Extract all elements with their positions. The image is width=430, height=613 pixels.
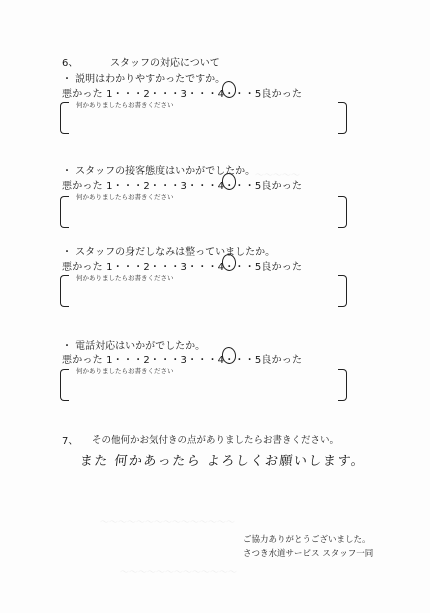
question-label: ・ スタッフの身だしなみは整っていましたか。 bbox=[62, 247, 276, 258]
rating-scale-right: 良かった bbox=[261, 181, 303, 192]
rating-scale-left: 悪かった 1・・・2・・・3・・・4・・・ bbox=[62, 89, 255, 100]
rating-scale bbox=[62, 85, 302, 100]
section-7-number: 7、 bbox=[62, 436, 79, 447]
rating-scale-left: 悪かった 1・・・2・・・3・・・4・・・ bbox=[62, 181, 255, 192]
closing-thanks: ご協力ありがとうございました。 bbox=[243, 535, 371, 545]
rating-scale-right: 良かった bbox=[261, 89, 303, 100]
comment-box-right-bracket bbox=[338, 275, 347, 307]
rating-scale bbox=[62, 258, 302, 273]
comment-box-right-bracket bbox=[338, 196, 347, 228]
rating-selected-value: 5 bbox=[254, 181, 262, 192]
comment-hint: 何かありましたらお書きください bbox=[76, 101, 174, 109]
bleed-through-mark: 〜〜〜〜〜〜〜〜〜〜〜〜〜〜〜 bbox=[100, 518, 236, 528]
handwritten-answer: また 何かあったら よろしくお願いします。 bbox=[79, 454, 367, 469]
section-6-number: 6、 bbox=[62, 58, 79, 69]
comment-box-right-bracket bbox=[338, 369, 347, 401]
closing-signature: さつき水道サービス スタッフ一同 bbox=[243, 549, 374, 559]
rating-scale-right: 良かった bbox=[261, 262, 303, 273]
rating-selected-value: 5 bbox=[254, 89, 262, 100]
rating-selected-value: 5 bbox=[254, 355, 262, 366]
rating-scale-left: 悪かった 1・・・2・・・3・・・4・・・ bbox=[62, 355, 255, 366]
comment-hint: 何かありましたらお書きください bbox=[76, 367, 174, 375]
comment-box-left-bracket bbox=[60, 275, 69, 307]
section-7-title: その他何かお気付きの点がありましたらお書きください。 bbox=[92, 435, 340, 446]
question-label: ・ 電話対応はいかがでしたか。 bbox=[62, 341, 206, 352]
question-label: ・ スタッフの接客態度はいかがでしたか。 bbox=[62, 166, 256, 177]
comment-box-left-bracket bbox=[60, 196, 69, 228]
comment-hint: 何かありましたらお書きください bbox=[76, 193, 174, 201]
bleed-through-mark: 〜〜〜〜〜 bbox=[255, 171, 301, 181]
comment-box-left-bracket bbox=[60, 369, 69, 401]
comment-hint: 何かありましたらお書きください bbox=[76, 274, 174, 282]
rating-scale-right: 良かった bbox=[261, 355, 303, 366]
bleed-through-mark: 〜〜〜〜〜〜〜〜〜〜〜〜〜 bbox=[120, 568, 238, 578]
comment-box-left-bracket bbox=[60, 102, 69, 134]
rating-scale bbox=[62, 351, 302, 366]
question-label: ・ 説明はわかりやすかったですか。 bbox=[62, 74, 226, 85]
rating-scale-left: 悪かった 1・・・2・・・3・・・4・・・ bbox=[62, 262, 255, 273]
section-6-title: スタッフの対応について bbox=[110, 58, 220, 69]
rating-selected-value: 5 bbox=[254, 262, 262, 273]
rating-scale bbox=[62, 177, 302, 192]
comment-box-right-bracket bbox=[338, 102, 347, 134]
